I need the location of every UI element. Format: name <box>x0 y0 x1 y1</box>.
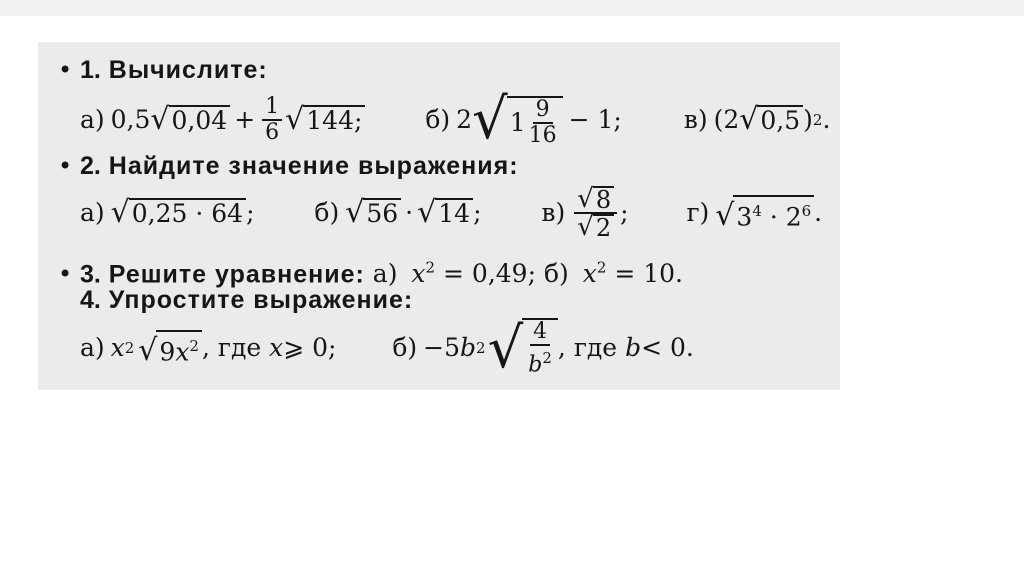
task2-heading <box>58 152 519 180</box>
task2-c: в) √ 8 √ 2 ; <box>541 184 629 242</box>
task4-heading <box>58 286 413 314</box>
task2-expressions <box>58 186 822 242</box>
task1-a: а) 0,5 √ 0,04 + $\frac{1}{6}$ √ 144; <box>80 95 365 145</box>
sqrt-icon: √ 56 <box>345 198 401 228</box>
task4-b: б) −5 b 2 √ $\frac{4}{b^2}$ , где b < 0. <box>392 316 694 382</box>
task1-title: Вычислите: <box>108 56 268 84</box>
fraction: √ 8 √ 2 <box>574 186 617 240</box>
sqrt-icon: √ 14 <box>417 198 473 228</box>
fraction: $\frac{1}{6}$ <box>262 95 282 145</box>
task2-a: а) √ 0,25 · 64 ; <box>79 195 255 230</box>
sqrt-icon: √ 0,04 <box>150 105 230 135</box>
task4-a: а) x 2 √ $9x^2$ , где x ⩾ 0; <box>80 330 337 366</box>
task1-b: б) 2 √ 1 $\frac{9}{16}$ − 1; <box>425 87 622 152</box>
task3-b: $x^2 = 10$. <box>582 259 683 289</box>
task4-number: 4. <box>79 286 101 314</box>
task2-d: г) √ $3^4 \cdot 2^6$ . <box>686 195 822 231</box>
bullet-icon: • <box>58 260 73 289</box>
sqrt-icon: √ $3^4 \cdot 2^6$ <box>715 195 814 231</box>
task3-title: Решите уравнение: <box>108 260 365 289</box>
task3-line: • 3. Решите уравнение: а) $x^2 = 0,49$; б) $x^2 = 10$. <box>58 259 683 289</box>
task2-b: б) √ 56 · √ 14 ; <box>314 195 482 230</box>
sqrt-icon: √ 144; <box>285 105 365 135</box>
bullet-icon: • <box>58 56 73 84</box>
bullet-icon: • <box>58 152 73 180</box>
task2-title: Найдите значение выражения: <box>108 152 519 180</box>
task3-a: $x^2 = 0,49$; <box>411 259 537 289</box>
task4-title: Упростите выражение: <box>108 286 414 314</box>
task3-number: 3. <box>79 260 101 289</box>
task4-expressions <box>58 318 694 380</box>
sqrt-icon: √ 1 $\frac{9}{16}$ <box>472 92 563 148</box>
sqrt-icon: √ $9x^2$ <box>138 330 202 366</box>
sqrt-icon: √ 0,5 <box>739 105 803 135</box>
task1-heading <box>58 56 268 84</box>
task1-number: 1. <box>79 56 101 84</box>
task2-number: 2. <box>79 152 101 180</box>
task1-c: в) (2 √ 0,5 ) 2 . <box>683 102 831 137</box>
sqrt-icon: √ 0,25 · 64 <box>111 198 246 228</box>
sqrt-icon: √ $\frac{4}{b^2}$ <box>488 318 558 377</box>
top-band <box>0 0 1024 16</box>
task1-expressions <box>58 87 831 152</box>
